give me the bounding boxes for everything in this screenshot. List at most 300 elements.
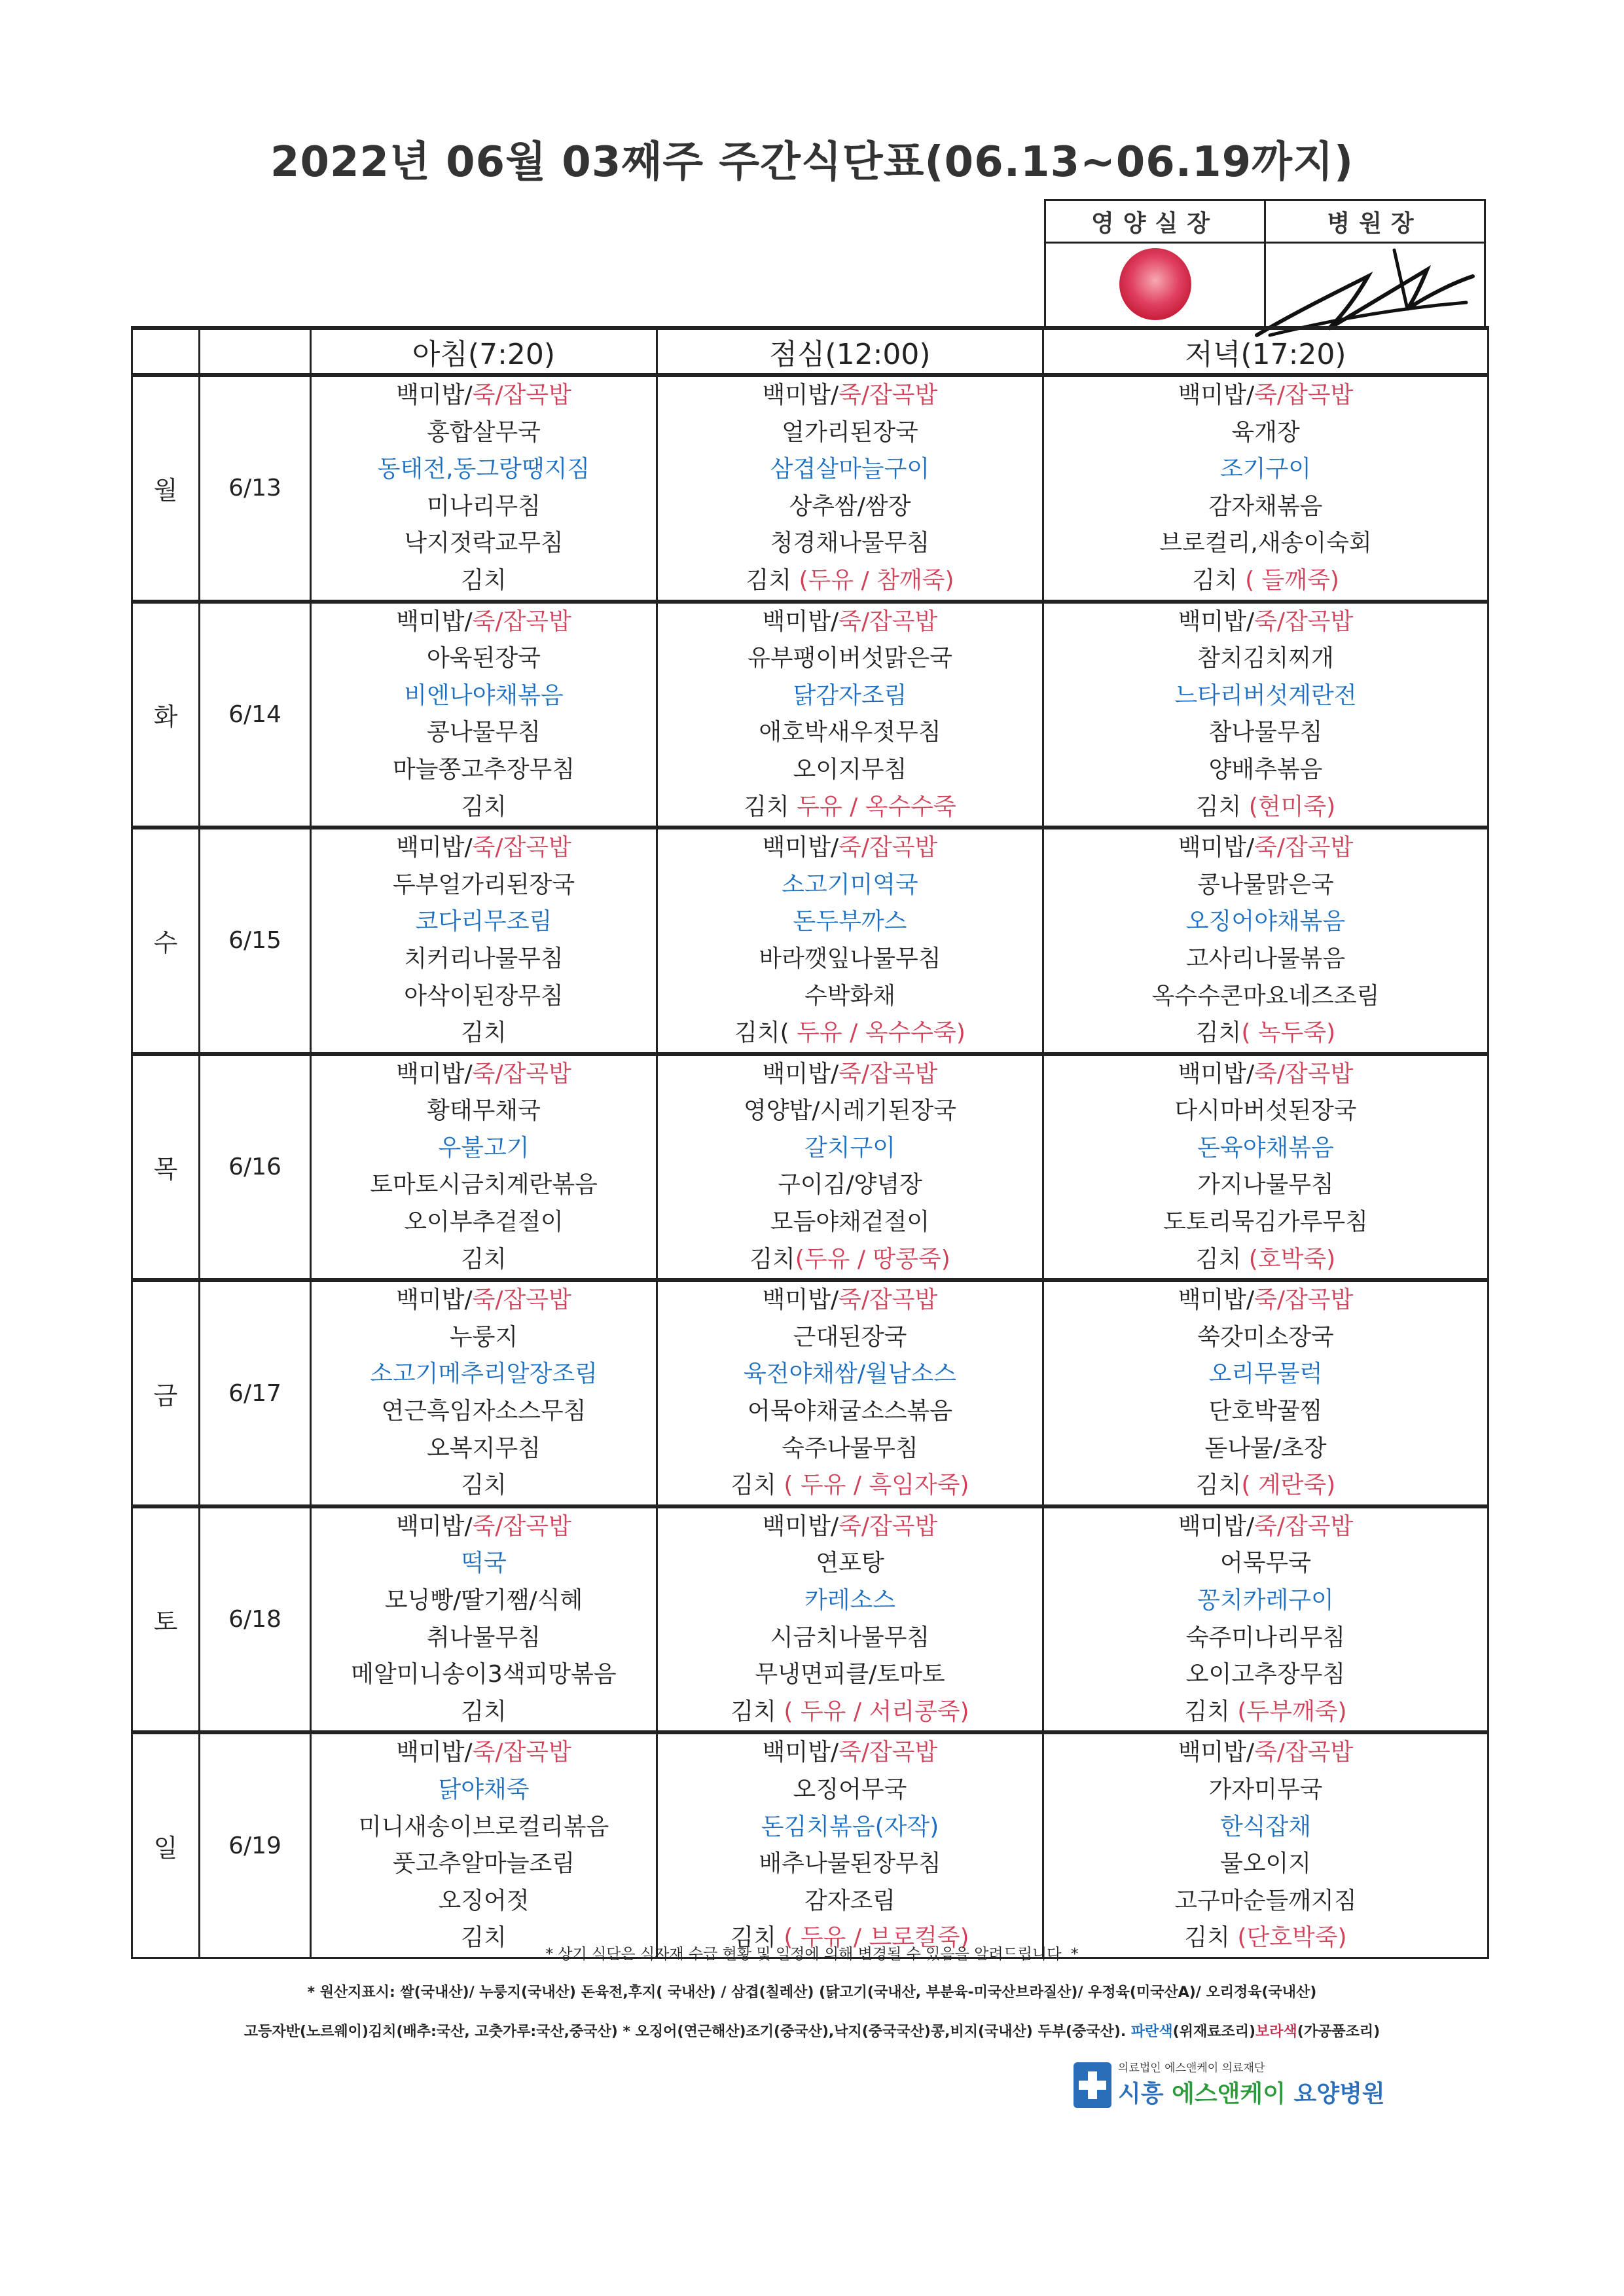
menu-item bbox=[312, 1056, 656, 1093]
dinner-cell bbox=[1043, 1506, 1489, 1733]
menu-item-text: 죽/잡곡밥 bbox=[1254, 382, 1354, 409]
menu-item-text: 어묵야채굴소스볶음 bbox=[748, 1398, 952, 1425]
menu-item-text: 김치 bbox=[461, 1698, 507, 1725]
menu-item-text: 죽/잡곡밥 bbox=[1254, 1286, 1354, 1314]
menu-item bbox=[658, 1582, 1042, 1620]
menu-item-text: 상추쌈/쌈장 bbox=[789, 492, 911, 520]
menu-item-text: 물오이지 bbox=[1219, 1850, 1312, 1878]
menu-item bbox=[312, 604, 656, 641]
menu-item-text: ( 두유 / 브로컬죽) bbox=[784, 1924, 969, 1952]
menu-item-text: 오징어야채볶음 bbox=[1185, 908, 1346, 936]
header-breakfast: 아침(7:20) bbox=[311, 328, 657, 375]
menu-item bbox=[658, 1241, 1042, 1279]
menu-item bbox=[312, 1241, 656, 1279]
menu-item bbox=[1044, 414, 1487, 452]
menu-item-text: 김치 bbox=[731, 1698, 784, 1725]
menu-row bbox=[132, 602, 1489, 828]
menu-item-text: 유부팽이버섯맑은국 bbox=[748, 645, 952, 672]
menu-item bbox=[312, 867, 656, 904]
menu-item-text: 백미밥/ bbox=[762, 834, 839, 862]
menu-item-text: 김치( bbox=[734, 1019, 797, 1047]
menu-item-text: 백미밥/ bbox=[1178, 834, 1255, 862]
menu-item-text: 황태무채국 bbox=[427, 1097, 541, 1125]
day-of-week: 수 bbox=[132, 828, 200, 1054]
menu-item-text: 아삭이된장무침 bbox=[404, 982, 564, 1010]
menu-item-text: 김치 bbox=[461, 1472, 507, 1499]
hospital-logo bbox=[1074, 2053, 1385, 2119]
menu-body bbox=[132, 375, 1489, 1958]
menu-item bbox=[312, 640, 656, 678]
menu-item-text: 바라깻잎나물무침 bbox=[759, 945, 941, 972]
menu-item-text: 닭야채죽 bbox=[438, 1776, 530, 1803]
origin-info-text: 고등자반(노르웨이)김치(배추:국산, 고춧가루:국산,중국산) * 오징어(연근해산)조기(중국산),낙지(중국국산)콩,비지(국내산) 두부(중국산). bbox=[244, 2024, 1131, 2040]
menu-item-text: (두유 / 참깨죽) bbox=[799, 566, 954, 594]
menu-item-text: 죽/잡곡밥 bbox=[839, 1739, 938, 1766]
menu-item bbox=[658, 1883, 1042, 1920]
menu-item bbox=[1044, 867, 1487, 904]
menu-item bbox=[1044, 1130, 1487, 1167]
menu-item-text: 죽/잡곡밥 bbox=[472, 1739, 571, 1766]
menu-item bbox=[658, 714, 1042, 752]
menu-item bbox=[312, 1734, 656, 1772]
menu-item bbox=[658, 1130, 1042, 1167]
menu-item bbox=[658, 1694, 1042, 1731]
menu-item-text: 오징어젓 bbox=[438, 1887, 530, 1914]
menu-item bbox=[658, 451, 1042, 488]
menu-row bbox=[132, 1732, 1489, 1958]
menu-item bbox=[312, 1393, 656, 1430]
menu-item bbox=[1044, 1883, 1487, 1920]
menu-item-text: ( 두유 / 서리콩죽) bbox=[784, 1698, 969, 1725]
menu-item-text: 김치 bbox=[1184, 1698, 1238, 1725]
menu-item-text: 김치 bbox=[749, 1245, 795, 1273]
menu-item bbox=[1044, 1582, 1487, 1620]
menu-item bbox=[312, 1508, 656, 1546]
menu-item-text: ( 계란죽) bbox=[1241, 1472, 1336, 1499]
menu-item-text: 고구마순들깨지짐 bbox=[1174, 1887, 1357, 1914]
lunch-cell bbox=[657, 1506, 1043, 1733]
menu-item-text: 죽/잡곡밥 bbox=[839, 1512, 938, 1540]
day-of-week: 일 bbox=[132, 1732, 200, 1958]
menu-item-text: 참치김치찌개 bbox=[1197, 645, 1334, 672]
menu-item-text: 옥수수콘마요네즈조림 bbox=[1151, 982, 1380, 1010]
menu-date: 6/14 bbox=[200, 602, 311, 828]
menu-item bbox=[312, 1694, 656, 1731]
menu-item bbox=[658, 1545, 1042, 1582]
menu-item-text: 조기구이 bbox=[1219, 456, 1312, 483]
menu-item-text: 김치 bbox=[461, 1019, 507, 1047]
menu-item-text: 죽/잡곡밥 bbox=[839, 382, 938, 409]
menu-item-text: 백미밥/ bbox=[762, 1512, 839, 1540]
logo-name-type: 요양병원 bbox=[1285, 2081, 1385, 2107]
menu-date: 6/18 bbox=[200, 1506, 311, 1733]
dinner-cell bbox=[1043, 1732, 1489, 1958]
menu-item bbox=[312, 1204, 656, 1241]
menu-item-text: 연근흑임자소스무침 bbox=[381, 1398, 586, 1425]
menu-item bbox=[658, 640, 1042, 678]
menu-item bbox=[1044, 678, 1487, 715]
menu-item-text: 참나물무침 bbox=[1208, 719, 1323, 746]
menu-item-text: 육전야채쌈/월남소스 bbox=[743, 1360, 957, 1388]
menu-item bbox=[658, 1282, 1042, 1319]
menu-row bbox=[132, 1506, 1489, 1733]
menu-row bbox=[132, 828, 1489, 1054]
breakfast-cell bbox=[311, 1054, 657, 1281]
menu-item bbox=[312, 678, 656, 715]
menu-item bbox=[658, 829, 1042, 867]
menu-item bbox=[1044, 714, 1487, 752]
menu-item-text: 죽/잡곡밥 bbox=[1254, 1060, 1354, 1087]
menu-item-text: 백미밥/ bbox=[1178, 608, 1255, 635]
menu-item-text: 육개장 bbox=[1231, 418, 1300, 446]
menu-item bbox=[312, 1467, 656, 1504]
menu-item bbox=[658, 1167, 1042, 1204]
menu-item bbox=[312, 829, 656, 867]
menu-item bbox=[312, 1809, 656, 1846]
breakfast-cell bbox=[311, 1506, 657, 1733]
menu-item-text: 오이지무침 bbox=[793, 756, 907, 783]
menu-item bbox=[1044, 1508, 1487, 1546]
menu-item-text: 죽/잡곡밥 bbox=[472, 834, 571, 862]
menu-item-text: 백미밥/ bbox=[396, 1060, 473, 1087]
menu-item bbox=[1044, 1241, 1487, 1279]
menu-item-text: 무냉면피클/토마토 bbox=[755, 1661, 945, 1688]
lunch-cell bbox=[657, 1732, 1043, 1958]
menu-item-text: 동태전,동그랑땡지짐 bbox=[377, 456, 590, 483]
menu-item bbox=[1044, 488, 1487, 526]
menu-item-text: 김치 bbox=[1195, 793, 1249, 820]
menu-item-text: 김치 bbox=[461, 1245, 507, 1273]
menu-item-text: 백미밥/ bbox=[396, 1286, 473, 1314]
menu-item-text: 소고기미역국 bbox=[782, 871, 918, 898]
menu-item-text: 김치 bbox=[461, 566, 507, 594]
menu-item-text: 죽/잡곡밥 bbox=[1254, 834, 1354, 862]
menu-item bbox=[658, 1015, 1042, 1052]
menu-item-text: 콩나물무침 bbox=[427, 719, 541, 746]
menu-item bbox=[312, 1130, 656, 1167]
menu-item bbox=[312, 1319, 656, 1357]
menu-item bbox=[1044, 829, 1487, 867]
menu-item bbox=[1044, 1204, 1487, 1241]
menu-item bbox=[312, 414, 656, 452]
change-notice: * 상기 식단은 식자재 수급 현황 및 일정에 의해 변경될 수 있음을 알려드립니다. * bbox=[545, 1946, 1079, 1963]
menu-item bbox=[312, 451, 656, 488]
menu-item bbox=[1044, 978, 1487, 1015]
menu-item-text: 돈두부까스 bbox=[793, 908, 907, 936]
menu-item-text: 모닝빵/딸기쨈/식혜 bbox=[384, 1587, 583, 1614]
menu-item bbox=[312, 1015, 656, 1052]
menu-item-text: 시금치나물무침 bbox=[770, 1624, 930, 1651]
weekly-menu-table bbox=[131, 326, 1489, 1959]
menu-item-text: 죽/잡곡밥 bbox=[472, 1512, 571, 1540]
menu-item bbox=[1044, 1282, 1487, 1319]
menu-item bbox=[312, 1093, 656, 1130]
day-of-week: 토 bbox=[132, 1506, 200, 1733]
menu-item bbox=[658, 1204, 1042, 1241]
menu-item-text: 떡국 bbox=[461, 1550, 507, 1577]
menu-item-text: 꽁치카레구이 bbox=[1197, 1587, 1334, 1614]
menu-item-text: 백미밥/ bbox=[396, 608, 473, 635]
menu-item bbox=[312, 1167, 656, 1204]
menu-item bbox=[658, 978, 1042, 1015]
menu-item-text: 오이고추장무침 bbox=[1185, 1661, 1346, 1688]
menu-item-text: 죽/잡곡밥 bbox=[472, 1286, 571, 1314]
menu-item-text: 죽/잡곡밥 bbox=[1254, 1739, 1354, 1766]
menu-item bbox=[312, 488, 656, 526]
day-of-week: 화 bbox=[132, 602, 200, 828]
menu-item bbox=[658, 678, 1042, 715]
header-day bbox=[132, 328, 200, 375]
menu-item bbox=[1044, 1319, 1487, 1357]
menu-item-text: 양배추볶음 bbox=[1208, 756, 1323, 783]
menu-item-text: 구이김/양념장 bbox=[778, 1171, 922, 1199]
menu-item bbox=[658, 1056, 1042, 1093]
menu-item bbox=[658, 1508, 1042, 1546]
lunch-cell bbox=[657, 1280, 1043, 1506]
menu-item-text: 죽/잡곡밥 bbox=[839, 608, 938, 635]
menu-item bbox=[1044, 562, 1487, 600]
menu-item-text: 김치 bbox=[1192, 566, 1246, 594]
menu-item-text: 숙주미나리무침 bbox=[1185, 1624, 1346, 1651]
menu-item-text: 두유 / 옥수수죽 bbox=[797, 793, 956, 820]
menu-item-text: 치커리나물무침 bbox=[404, 945, 564, 972]
menu-item-text: 백미밥/ bbox=[396, 382, 473, 409]
menu-item-text: 애호박새우젓무침 bbox=[759, 719, 941, 746]
menu-item-text: 토마토시금치계란볶음 bbox=[370, 1171, 598, 1199]
menu-item-text: (호박죽) bbox=[1248, 1245, 1336, 1273]
menu-item bbox=[658, 1356, 1042, 1393]
menu-item bbox=[312, 903, 656, 941]
menu-item bbox=[658, 1430, 1042, 1468]
menu-item bbox=[658, 1620, 1042, 1657]
menu-item-text: 백미밥/ bbox=[762, 1286, 839, 1314]
lunch-cell bbox=[657, 1054, 1043, 1281]
menu-item-text: ( 두유 / 흑임자죽) bbox=[784, 1472, 969, 1499]
menu-item-text: 죽/잡곡밥 bbox=[839, 834, 938, 862]
menu-item-text: 김치 bbox=[1184, 1924, 1238, 1952]
menu-item-text: 비엔나야채볶음 bbox=[404, 682, 564, 709]
menu-item-text: 단호박꿀찜 bbox=[1208, 1398, 1323, 1425]
approval-nutrition-head: 영양실장 bbox=[1045, 200, 1265, 243]
menu-item-text: 백미밥/ bbox=[1178, 1739, 1255, 1766]
menu-item-text: (두유 / 땅콩죽) bbox=[795, 1245, 950, 1273]
menu-item-text: ( 들깨죽) bbox=[1245, 566, 1339, 594]
menu-item bbox=[312, 789, 656, 826]
menu-item bbox=[658, 789, 1042, 826]
menu-item-text: 죽/잡곡밥 bbox=[472, 382, 571, 409]
page-title: 2022년 06월 03째주 주간식단표(06.13~06.19까지) bbox=[270, 138, 1354, 187]
menu-item-text: 삼겹살마늘구이 bbox=[770, 456, 930, 483]
menu-item-text: 김치 bbox=[461, 793, 507, 820]
menu-item-text: 감자채볶음 bbox=[1208, 492, 1323, 520]
menu-item bbox=[1044, 1694, 1487, 1731]
menu-item-text: 가지나물무침 bbox=[1197, 1171, 1334, 1199]
lunch-cell bbox=[657, 602, 1043, 828]
menu-date: 6/13 bbox=[200, 375, 311, 602]
menu-item-text: 죽/잡곡밥 bbox=[472, 608, 571, 635]
dinner-cell bbox=[1043, 1280, 1489, 1506]
menu-item bbox=[312, 1356, 656, 1393]
logo-subtitle: 의료법인 에스앤케이 의료재단 bbox=[1118, 2062, 1265, 2075]
origin-info-line1: * 원산지표시: 쌀(국내산)/ 누룽지(국내산) 돈육전,후지( 국내산) / 삼겹(칠레산) (닭고기(국내산, 부분육-미국산브라질산)/ 우정육(미국산A)/ 오리정육(국내산) bbox=[307, 1984, 1317, 2001]
menu-item-text: 다시마버섯된장국 bbox=[1174, 1097, 1357, 1125]
menu-item bbox=[1044, 1056, 1487, 1093]
menu-item bbox=[1044, 1093, 1487, 1130]
menu-item-text: 백미밥/ bbox=[1178, 1286, 1255, 1314]
menu-item bbox=[312, 1846, 656, 1883]
menu-item-text: 김치 bbox=[744, 793, 797, 820]
menu-item-text: 청경채나물무침 bbox=[770, 530, 930, 557]
menu-date: 6/16 bbox=[200, 1054, 311, 1281]
menu-item-text: 홍합살무국 bbox=[427, 418, 541, 446]
menu-item bbox=[658, 604, 1042, 641]
menu-item-text: 죽/잡곡밥 bbox=[1254, 1512, 1354, 1540]
menu-item bbox=[312, 1772, 656, 1809]
menu-item bbox=[1044, 1356, 1487, 1393]
hospital-cross-icon bbox=[1074, 2062, 1111, 2108]
menu-item bbox=[658, 377, 1042, 414]
blue-legend: 파란색 bbox=[1130, 2024, 1173, 2040]
menu-item bbox=[658, 867, 1042, 904]
menu-item-text: 고사리나물볶음 bbox=[1185, 945, 1346, 972]
menu-item-text: 어묵무국 bbox=[1219, 1550, 1312, 1577]
menu-item-text: 김치 bbox=[731, 1924, 784, 1952]
dinner-cell bbox=[1043, 375, 1489, 602]
menu-item-text: 죽/잡곡밥 bbox=[1254, 608, 1354, 635]
menu-item bbox=[1044, 1167, 1487, 1204]
menu-item-text: 카레소스 bbox=[804, 1587, 896, 1614]
menu-item bbox=[312, 978, 656, 1015]
menu-item-text: (현미죽) bbox=[1248, 793, 1336, 820]
menu-item bbox=[312, 1582, 656, 1620]
menu-date: 6/17 bbox=[200, 1280, 311, 1506]
menu-item bbox=[1044, 377, 1487, 414]
breakfast-cell bbox=[311, 828, 657, 1054]
menu-item bbox=[658, 562, 1042, 600]
menu-row bbox=[132, 375, 1489, 602]
menu-item bbox=[658, 1772, 1042, 1809]
menu-item bbox=[658, 752, 1042, 789]
menu-item bbox=[1044, 451, 1487, 488]
menu-item-text: 브로컬리,새송이숙회 bbox=[1159, 530, 1372, 557]
day-of-week: 목 bbox=[132, 1054, 200, 1281]
menu-item-text: 아욱된장국 bbox=[427, 645, 541, 672]
dinner-cell bbox=[1043, 1054, 1489, 1281]
menu-item-text: 백미밥/ bbox=[762, 382, 839, 409]
menu-item-text: 백미밥/ bbox=[396, 834, 473, 862]
menu-item-text: 백미밥/ bbox=[396, 1512, 473, 1540]
menu-item bbox=[1044, 789, 1487, 826]
menu-date: 6/15 bbox=[200, 828, 311, 1054]
menu-item bbox=[658, 525, 1042, 562]
menu-item-text: 소고기메추리알장조림 bbox=[370, 1360, 598, 1388]
menu-item-text: 한식잡채 bbox=[1219, 1813, 1312, 1840]
menu-item bbox=[312, 1282, 656, 1319]
menu-item-text: 낙지젓락교무침 bbox=[404, 530, 564, 557]
logo-name-brand: 에스앤케이 bbox=[1172, 2081, 1286, 2107]
menu-item-text: 오징어무국 bbox=[793, 1776, 907, 1803]
menu-item bbox=[312, 1545, 656, 1582]
menu-item-text: (단호박죽) bbox=[1237, 1924, 1347, 1952]
red-seal-stamp bbox=[1119, 248, 1191, 320]
menu-item-text: 닭감자조림 bbox=[793, 682, 907, 709]
lunch-cell bbox=[657, 828, 1043, 1054]
menu-item-text: 백미밥/ bbox=[1178, 1060, 1255, 1087]
menu-item bbox=[1044, 640, 1487, 678]
menu-item bbox=[312, 525, 656, 562]
menu-item bbox=[658, 1093, 1042, 1130]
menu-item-text: 풋고추알마늘조림 bbox=[392, 1850, 575, 1878]
menu-item-text: 모듬야채겉절이 bbox=[770, 1209, 930, 1236]
menu-item-text: 취나물무침 bbox=[427, 1624, 541, 1651]
menu-item-text: 코다리무조림 bbox=[415, 908, 552, 936]
menu-item bbox=[312, 714, 656, 752]
menu-item-text: 근대된장국 bbox=[793, 1323, 907, 1351]
menu-item bbox=[658, 1656, 1042, 1694]
menu-date: 6/19 bbox=[200, 1732, 311, 1958]
day-of-week: 월 bbox=[132, 375, 200, 602]
logo-name bbox=[1118, 2075, 1385, 2109]
menu-item-text: 김치 bbox=[746, 566, 799, 594]
menu-item bbox=[312, 377, 656, 414]
menu-item bbox=[658, 1319, 1042, 1357]
menu-item-text: 죽/잡곡밥 bbox=[839, 1060, 938, 1087]
menu-item bbox=[312, 562, 656, 600]
menu-item bbox=[1044, 1393, 1487, 1430]
menu-item bbox=[658, 1393, 1042, 1430]
menu-item-text: 메알미니송이3색피망볶음 bbox=[351, 1661, 617, 1688]
menu-item bbox=[1044, 1430, 1487, 1468]
header-dinner: 저녁(17:20) bbox=[1043, 328, 1489, 375]
menu-item-text: 마늘쫑고추장무침 bbox=[392, 756, 575, 783]
menu-item bbox=[1044, 525, 1487, 562]
menu-item bbox=[1044, 1015, 1487, 1052]
menu-item bbox=[312, 941, 656, 978]
menu-item-text: 오복지무침 bbox=[427, 1434, 541, 1462]
menu-item-text: 배추나물된장무침 bbox=[759, 1850, 941, 1878]
menu-item-text: 죽/잡곡밥 bbox=[472, 1060, 571, 1087]
menu-item-text: 두부얼가리된장국 bbox=[392, 871, 575, 898]
menu-item-text: 백미밥/ bbox=[396, 1739, 473, 1766]
menu-row bbox=[132, 1054, 1489, 1281]
menu-item bbox=[1044, 1620, 1487, 1657]
menu-item-text: (두부깨죽) bbox=[1237, 1698, 1347, 1725]
dinner-cell bbox=[1043, 602, 1489, 828]
menu-item bbox=[658, 1809, 1042, 1846]
menu-item-text: 돋나물/초장 bbox=[1204, 1434, 1327, 1462]
menu-item-text: 김치 bbox=[461, 1924, 507, 1952]
menu-item-text: 얼가리된장국 bbox=[782, 418, 918, 446]
menu-item bbox=[1044, 1846, 1487, 1883]
header-lunch: 점심(12:00) bbox=[657, 328, 1043, 375]
purple-legend: 보라색 bbox=[1255, 2024, 1297, 2040]
menu-item bbox=[1044, 1545, 1487, 1582]
breakfast-cell bbox=[311, 602, 657, 828]
menu-item-text: 미니새송이브로컬리볶음 bbox=[358, 1813, 609, 1840]
menu-item bbox=[312, 1656, 656, 1694]
logo-name-city: 시흥 bbox=[1118, 2081, 1172, 2107]
menu-item-text: 영양밥/시레기된장국 bbox=[743, 1097, 957, 1125]
menu-item-text: 김치 bbox=[1195, 1019, 1242, 1047]
menu-item bbox=[658, 941, 1042, 978]
menu-item bbox=[658, 1734, 1042, 1772]
menu-item-text: 도토리묵김가루무침 bbox=[1163, 1209, 1368, 1236]
menu-item bbox=[312, 752, 656, 789]
purple-legend-desc: (가공품조리) bbox=[1297, 2024, 1380, 2040]
dinner-cell bbox=[1043, 828, 1489, 1054]
menu-item-text: 감자조림 bbox=[804, 1887, 896, 1914]
menu-item-text: 누룽지 bbox=[449, 1323, 518, 1351]
